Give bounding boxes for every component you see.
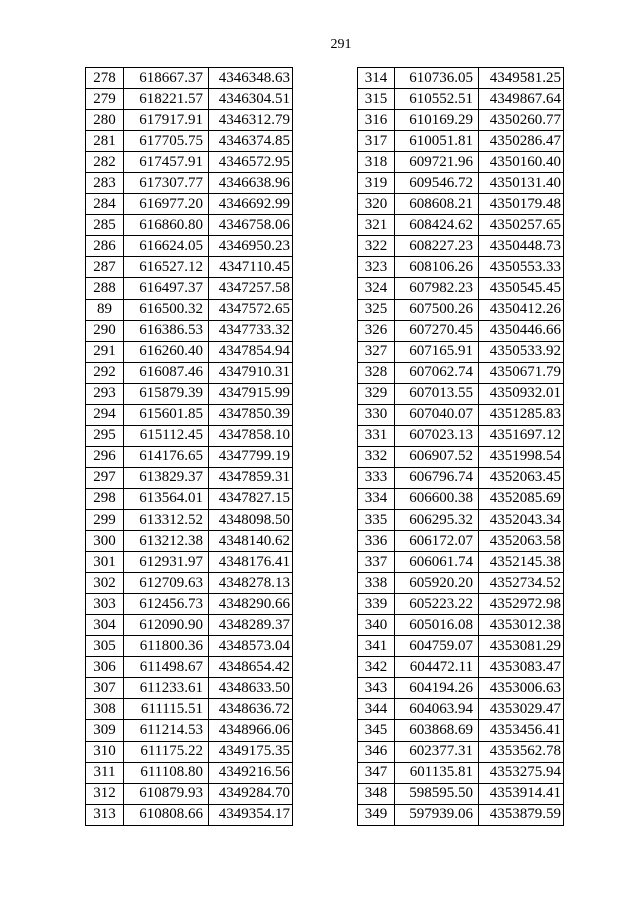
- x-coordinate-cell: 605016.08: [395, 615, 479, 636]
- y-coordinate-cell: 4350257.65: [479, 215, 564, 236]
- table-row: [358, 320, 564, 341]
- table-row: [86, 636, 293, 657]
- table-row: [358, 152, 564, 173]
- point-number-cell: 317: [358, 131, 395, 152]
- y-coordinate-cell: 4347257.58: [209, 278, 293, 299]
- point-number-cell: 295: [86, 425, 124, 446]
- x-coordinate-cell: 608424.62: [395, 215, 479, 236]
- table-row: [358, 552, 564, 573]
- x-coordinate-cell: 606295.32: [395, 509, 479, 530]
- y-coordinate-cell: 4353012.38: [479, 615, 564, 636]
- point-number-cell: 311: [86, 762, 124, 783]
- x-coordinate-cell: 615601.85: [124, 404, 209, 425]
- y-coordinate-cell: 4353275.94: [479, 762, 564, 783]
- y-coordinate-cell: 4346692.99: [209, 194, 293, 215]
- x-coordinate-cell: 604759.07: [395, 636, 479, 657]
- x-coordinate-cell: 610736.05: [395, 68, 479, 89]
- y-coordinate-cell: 4346950.23: [209, 236, 293, 257]
- table-row: [86, 152, 293, 173]
- table-row: [86, 257, 293, 278]
- point-number-cell: 279: [86, 89, 124, 110]
- point-number-cell: 339: [358, 594, 395, 615]
- y-coordinate-cell: 4349216.56: [209, 762, 293, 783]
- x-coordinate-cell: 615879.39: [124, 383, 209, 404]
- y-coordinate-cell: 4352043.34: [479, 509, 564, 530]
- x-coordinate-cell: 617705.75: [124, 131, 209, 152]
- table-row: [358, 215, 564, 236]
- point-number-cell: 346: [358, 741, 395, 762]
- x-coordinate-cell: 610169.29: [395, 110, 479, 131]
- table-row: [86, 531, 293, 552]
- y-coordinate-cell: 4350533.92: [479, 341, 564, 362]
- point-number-cell: 304: [86, 615, 124, 636]
- point-number-cell: 343: [358, 678, 395, 699]
- x-coordinate-cell: 608106.26: [395, 257, 479, 278]
- point-number-cell: 336: [358, 531, 395, 552]
- table-row: [86, 699, 293, 720]
- table-row: [86, 425, 293, 446]
- y-coordinate-cell: 4348289.37: [209, 615, 293, 636]
- x-coordinate-cell: 618667.37: [124, 68, 209, 89]
- x-coordinate-cell: 606907.52: [395, 446, 479, 467]
- point-number-cell: 342: [358, 657, 395, 678]
- point-number-cell: 297: [86, 467, 124, 488]
- y-coordinate-cell: 4347859.31: [209, 467, 293, 488]
- y-coordinate-cell: 4350131.40: [479, 173, 564, 194]
- coordinate-table-body: [86, 68, 293, 826]
- point-number-cell: 323: [358, 257, 395, 278]
- table-row: [358, 467, 564, 488]
- point-number-cell: 333: [358, 467, 395, 488]
- point-number-cell: 335: [358, 509, 395, 530]
- point-number-cell: 298: [86, 488, 124, 509]
- point-number-cell: 286: [86, 236, 124, 257]
- x-coordinate-cell: 597939.06: [395, 804, 479, 825]
- table-row: [86, 278, 293, 299]
- y-coordinate-cell: 4353081.29: [479, 636, 564, 657]
- table-row: [358, 657, 564, 678]
- table-row: [86, 488, 293, 509]
- table-row: [358, 425, 564, 446]
- y-coordinate-cell: 4348636.72: [209, 699, 293, 720]
- table-row: [86, 131, 293, 152]
- y-coordinate-cell: 4349284.70: [209, 783, 293, 804]
- x-coordinate-cell: 607500.26: [395, 299, 479, 320]
- table-row: [358, 362, 564, 383]
- y-coordinate-cell: 4353029.47: [479, 699, 564, 720]
- point-number-cell: 288: [86, 278, 124, 299]
- y-coordinate-cell: 4351285.83: [479, 404, 564, 425]
- y-coordinate-cell: 4353879.59: [479, 804, 564, 825]
- y-coordinate-cell: 4346304.51: [209, 89, 293, 110]
- x-coordinate-cell: 616386.53: [124, 320, 209, 341]
- table-row: [86, 110, 293, 131]
- x-coordinate-cell: 605920.20: [395, 573, 479, 594]
- y-coordinate-cell: 4348290.66: [209, 594, 293, 615]
- x-coordinate-cell: 617457.91: [124, 152, 209, 173]
- table-row: [86, 383, 293, 404]
- y-coordinate-cell: 4350179.48: [479, 194, 564, 215]
- y-coordinate-cell: 4353083.47: [479, 657, 564, 678]
- table-row: [86, 362, 293, 383]
- x-coordinate-cell: 609546.72: [395, 173, 479, 194]
- y-coordinate-cell: 4352085.69: [479, 488, 564, 509]
- point-number-cell: 309: [86, 720, 124, 741]
- x-coordinate-cell: 616500.32: [124, 299, 209, 320]
- point-number-cell: 315: [358, 89, 395, 110]
- x-coordinate-cell: 601135.81: [395, 762, 479, 783]
- table-row: [86, 741, 293, 762]
- point-number-cell: 282: [86, 152, 124, 173]
- y-coordinate-cell: 4347915.99: [209, 383, 293, 404]
- table-row: [86, 299, 293, 320]
- x-coordinate-cell: 611498.67: [124, 657, 209, 678]
- point-number-cell: 306: [86, 657, 124, 678]
- table-row: [358, 341, 564, 362]
- point-number-cell: 89: [86, 299, 124, 320]
- point-number-cell: 305: [86, 636, 124, 657]
- point-number-cell: 318: [358, 152, 395, 173]
- x-coordinate-cell: 603868.69: [395, 720, 479, 741]
- point-number-cell: 337: [358, 552, 395, 573]
- y-coordinate-cell: 4347827.15: [209, 488, 293, 509]
- table-row: [358, 131, 564, 152]
- y-coordinate-cell: 4346572.95: [209, 152, 293, 173]
- x-coordinate-cell: 611233.61: [124, 678, 209, 699]
- point-number-cell: 340: [358, 615, 395, 636]
- coordinate-table-left: [85, 67, 293, 826]
- point-number-cell: 319: [358, 173, 395, 194]
- x-coordinate-cell: 602377.31: [395, 741, 479, 762]
- y-coordinate-cell: 4350448.73: [479, 236, 564, 257]
- point-number-cell: 313: [86, 804, 124, 825]
- x-coordinate-cell: 606796.74: [395, 467, 479, 488]
- point-number-cell: 300: [86, 531, 124, 552]
- x-coordinate-cell: 612709.63: [124, 573, 209, 594]
- point-number-cell: 301: [86, 552, 124, 573]
- x-coordinate-cell: 612090.90: [124, 615, 209, 636]
- y-coordinate-cell: 4346312.79: [209, 110, 293, 131]
- table-row: [86, 762, 293, 783]
- table-row: [86, 194, 293, 215]
- point-number-cell: 303: [86, 594, 124, 615]
- x-coordinate-cell: 604472.11: [395, 657, 479, 678]
- table-row: [358, 488, 564, 509]
- point-number-cell: 328: [358, 362, 395, 383]
- x-coordinate-cell: 618221.57: [124, 89, 209, 110]
- point-number-cell: 332: [358, 446, 395, 467]
- table-row: [358, 804, 564, 825]
- y-coordinate-cell: 4347572.65: [209, 299, 293, 320]
- point-number-cell: 302: [86, 573, 124, 594]
- point-number-cell: 296: [86, 446, 124, 467]
- coordinate-table-right: [357, 67, 564, 826]
- x-coordinate-cell: 607982.23: [395, 278, 479, 299]
- table-row: [358, 615, 564, 636]
- point-number-cell: 326: [358, 320, 395, 341]
- x-coordinate-cell: 608227.23: [395, 236, 479, 257]
- point-number-cell: 316: [358, 110, 395, 131]
- y-coordinate-cell: 4349354.17: [209, 804, 293, 825]
- x-coordinate-cell: 609721.96: [395, 152, 479, 173]
- x-coordinate-cell: 610552.51: [395, 89, 479, 110]
- y-coordinate-cell: 4353562.78: [479, 741, 564, 762]
- point-number-cell: 293: [86, 383, 124, 404]
- table-row: [86, 446, 293, 467]
- y-coordinate-cell: 4348098.50: [209, 509, 293, 530]
- point-number-cell: 331: [358, 425, 395, 446]
- x-coordinate-cell: 604063.94: [395, 699, 479, 720]
- x-coordinate-cell: 615112.45: [124, 425, 209, 446]
- point-number-cell: 307: [86, 678, 124, 699]
- point-number-cell: 344: [358, 699, 395, 720]
- x-coordinate-cell: 617307.77: [124, 173, 209, 194]
- x-coordinate-cell: 612456.73: [124, 594, 209, 615]
- y-coordinate-cell: 4346758.06: [209, 215, 293, 236]
- point-number-cell: 334: [358, 488, 395, 509]
- x-coordinate-cell: 610879.93: [124, 783, 209, 804]
- x-coordinate-cell: 610808.66: [124, 804, 209, 825]
- point-number-cell: 325: [358, 299, 395, 320]
- table-row: [86, 341, 293, 362]
- x-coordinate-cell: 612931.97: [124, 552, 209, 573]
- point-number-cell: 338: [358, 573, 395, 594]
- table-row: [86, 720, 293, 741]
- table-row: [358, 678, 564, 699]
- table-row: [86, 594, 293, 615]
- y-coordinate-cell: 4348278.13: [209, 573, 293, 594]
- x-coordinate-cell: 607270.45: [395, 320, 479, 341]
- point-number-cell: 314: [358, 68, 395, 89]
- x-coordinate-cell: 604194.26: [395, 678, 479, 699]
- table-row: [358, 573, 564, 594]
- table-row: [86, 657, 293, 678]
- x-coordinate-cell: 611115.51: [124, 699, 209, 720]
- y-coordinate-cell: 4347799.19: [209, 446, 293, 467]
- y-coordinate-cell: 4350545.45: [479, 278, 564, 299]
- x-coordinate-cell: 616977.20: [124, 194, 209, 215]
- table-row: [86, 215, 293, 236]
- y-coordinate-cell: 4348140.62: [209, 531, 293, 552]
- point-number-cell: 349: [358, 804, 395, 825]
- y-coordinate-cell: 4353456.41: [479, 720, 564, 741]
- x-coordinate-cell: 611108.80: [124, 762, 209, 783]
- y-coordinate-cell: 4347850.39: [209, 404, 293, 425]
- x-coordinate-cell: 616087.46: [124, 362, 209, 383]
- point-number-cell: 321: [358, 215, 395, 236]
- point-number-cell: 347: [358, 762, 395, 783]
- table-row: [358, 531, 564, 552]
- x-coordinate-cell: 613829.37: [124, 467, 209, 488]
- table-row: [358, 89, 564, 110]
- y-coordinate-cell: 4347733.32: [209, 320, 293, 341]
- x-coordinate-cell: 605223.22: [395, 594, 479, 615]
- y-coordinate-cell: 4348654.42: [209, 657, 293, 678]
- y-coordinate-cell: 4348966.06: [209, 720, 293, 741]
- y-coordinate-cell: 4349581.25: [479, 68, 564, 89]
- table-row: [358, 110, 564, 131]
- table-row: [358, 762, 564, 783]
- table-row: [86, 68, 293, 89]
- x-coordinate-cell: 616624.05: [124, 236, 209, 257]
- y-coordinate-cell: 4352145.38: [479, 552, 564, 573]
- table-row: [358, 194, 564, 215]
- y-coordinate-cell: 4347858.10: [209, 425, 293, 446]
- y-coordinate-cell: 4351697.12: [479, 425, 564, 446]
- y-coordinate-cell: 4348633.50: [209, 678, 293, 699]
- point-number-cell: 310: [86, 741, 124, 762]
- x-coordinate-cell: 608608.21: [395, 194, 479, 215]
- point-number-cell: 281: [86, 131, 124, 152]
- y-coordinate-cell: 4350160.40: [479, 152, 564, 173]
- y-coordinate-cell: 4346374.85: [209, 131, 293, 152]
- x-coordinate-cell: 610051.81: [395, 131, 479, 152]
- x-coordinate-cell: 617917.91: [124, 110, 209, 131]
- point-number-cell: 280: [86, 110, 124, 131]
- x-coordinate-cell: 616497.37: [124, 278, 209, 299]
- table-row: [358, 257, 564, 278]
- x-coordinate-cell: 611214.53: [124, 720, 209, 741]
- x-coordinate-cell: 616260.40: [124, 341, 209, 362]
- y-coordinate-cell: 4353006.63: [479, 678, 564, 699]
- y-coordinate-cell: 4350446.66: [479, 320, 564, 341]
- table-row: [86, 615, 293, 636]
- point-number-cell: 294: [86, 404, 124, 425]
- table-row: [86, 236, 293, 257]
- table-row: [86, 573, 293, 594]
- table-row: [358, 594, 564, 615]
- x-coordinate-cell: 611175.22: [124, 741, 209, 762]
- table-row: [86, 804, 293, 825]
- table-row: [86, 678, 293, 699]
- point-number-cell: 320: [358, 194, 395, 215]
- x-coordinate-cell: 614176.65: [124, 446, 209, 467]
- coordinate-table-body: [358, 68, 564, 826]
- x-coordinate-cell: 598595.50: [395, 783, 479, 804]
- y-coordinate-cell: 4350286.47: [479, 131, 564, 152]
- point-number-cell: 312: [86, 783, 124, 804]
- x-coordinate-cell: 607023.13: [395, 425, 479, 446]
- point-number-cell: 322: [358, 236, 395, 257]
- y-coordinate-cell: 4348176.41: [209, 552, 293, 573]
- point-number-cell: 341: [358, 636, 395, 657]
- point-number-cell: 329: [358, 383, 395, 404]
- y-coordinate-cell: 4350932.01: [479, 383, 564, 404]
- point-number-cell: 284: [86, 194, 124, 215]
- table-row: [86, 320, 293, 341]
- x-coordinate-cell: 613312.52: [124, 509, 209, 530]
- y-coordinate-cell: 4349175.35: [209, 741, 293, 762]
- page-number: 291: [330, 37, 352, 52]
- y-coordinate-cell: 4347110.45: [209, 257, 293, 278]
- table-row: [358, 741, 564, 762]
- table-row: [358, 236, 564, 257]
- x-coordinate-cell: 607062.74: [395, 362, 479, 383]
- y-coordinate-cell: 4350553.33: [479, 257, 564, 278]
- y-coordinate-cell: 4347854.94: [209, 341, 293, 362]
- x-coordinate-cell: 606172.07: [395, 531, 479, 552]
- table-row: [86, 467, 293, 488]
- table-row: [358, 404, 564, 425]
- table-row: [358, 720, 564, 741]
- point-number-cell: 324: [358, 278, 395, 299]
- x-coordinate-cell: 613212.38: [124, 531, 209, 552]
- point-number-cell: 345: [358, 720, 395, 741]
- table-row: [86, 173, 293, 194]
- y-coordinate-cell: 4347910.31: [209, 362, 293, 383]
- y-coordinate-cell: 4350260.77: [479, 110, 564, 131]
- table-row: [358, 383, 564, 404]
- point-number-cell: 283: [86, 173, 124, 194]
- table-row: [86, 509, 293, 530]
- table-row: [358, 509, 564, 530]
- y-coordinate-cell: 4350412.26: [479, 299, 564, 320]
- table-row: [358, 173, 564, 194]
- y-coordinate-cell: 4348573.04: [209, 636, 293, 657]
- point-number-cell: 327: [358, 341, 395, 362]
- x-coordinate-cell: 613564.01: [124, 488, 209, 509]
- point-number-cell: 292: [86, 362, 124, 383]
- point-number-cell: 291: [86, 341, 124, 362]
- table-row: [358, 68, 564, 89]
- y-coordinate-cell: 4352063.45: [479, 467, 564, 488]
- x-coordinate-cell: 606600.38: [395, 488, 479, 509]
- table-row: [358, 636, 564, 657]
- x-coordinate-cell: 616527.12: [124, 257, 209, 278]
- point-number-cell: 308: [86, 699, 124, 720]
- table-row: [86, 552, 293, 573]
- x-coordinate-cell: 607165.91: [395, 341, 479, 362]
- table-row: [358, 699, 564, 720]
- y-coordinate-cell: 4346348.63: [209, 68, 293, 89]
- table-row: [358, 278, 564, 299]
- table-row: [86, 783, 293, 804]
- table-row: [358, 299, 564, 320]
- y-coordinate-cell: 4351998.54: [479, 446, 564, 467]
- point-number-cell: 285: [86, 215, 124, 236]
- point-number-cell: 348: [358, 783, 395, 804]
- y-coordinate-cell: 4350671.79: [479, 362, 564, 383]
- point-number-cell: 299: [86, 509, 124, 530]
- table-row: [86, 404, 293, 425]
- point-number-cell: 278: [86, 68, 124, 89]
- y-coordinate-cell: 4346638.96: [209, 173, 293, 194]
- point-number-cell: 290: [86, 320, 124, 341]
- x-coordinate-cell: 606061.74: [395, 552, 479, 573]
- table-row: [358, 783, 564, 804]
- y-coordinate-cell: 4353914.41: [479, 783, 564, 804]
- point-number-cell: 287: [86, 257, 124, 278]
- table-row: [358, 446, 564, 467]
- y-coordinate-cell: 4349867.64: [479, 89, 564, 110]
- y-coordinate-cell: 4352734.52: [479, 573, 564, 594]
- x-coordinate-cell: 607040.07: [395, 404, 479, 425]
- y-coordinate-cell: 4352972.98: [479, 594, 564, 615]
- y-coordinate-cell: 4352063.58: [479, 531, 564, 552]
- x-coordinate-cell: 611800.36: [124, 636, 209, 657]
- x-coordinate-cell: 607013.55: [395, 383, 479, 404]
- table-row: [86, 89, 293, 110]
- point-number-cell: 330: [358, 404, 395, 425]
- x-coordinate-cell: 616860.80: [124, 215, 209, 236]
